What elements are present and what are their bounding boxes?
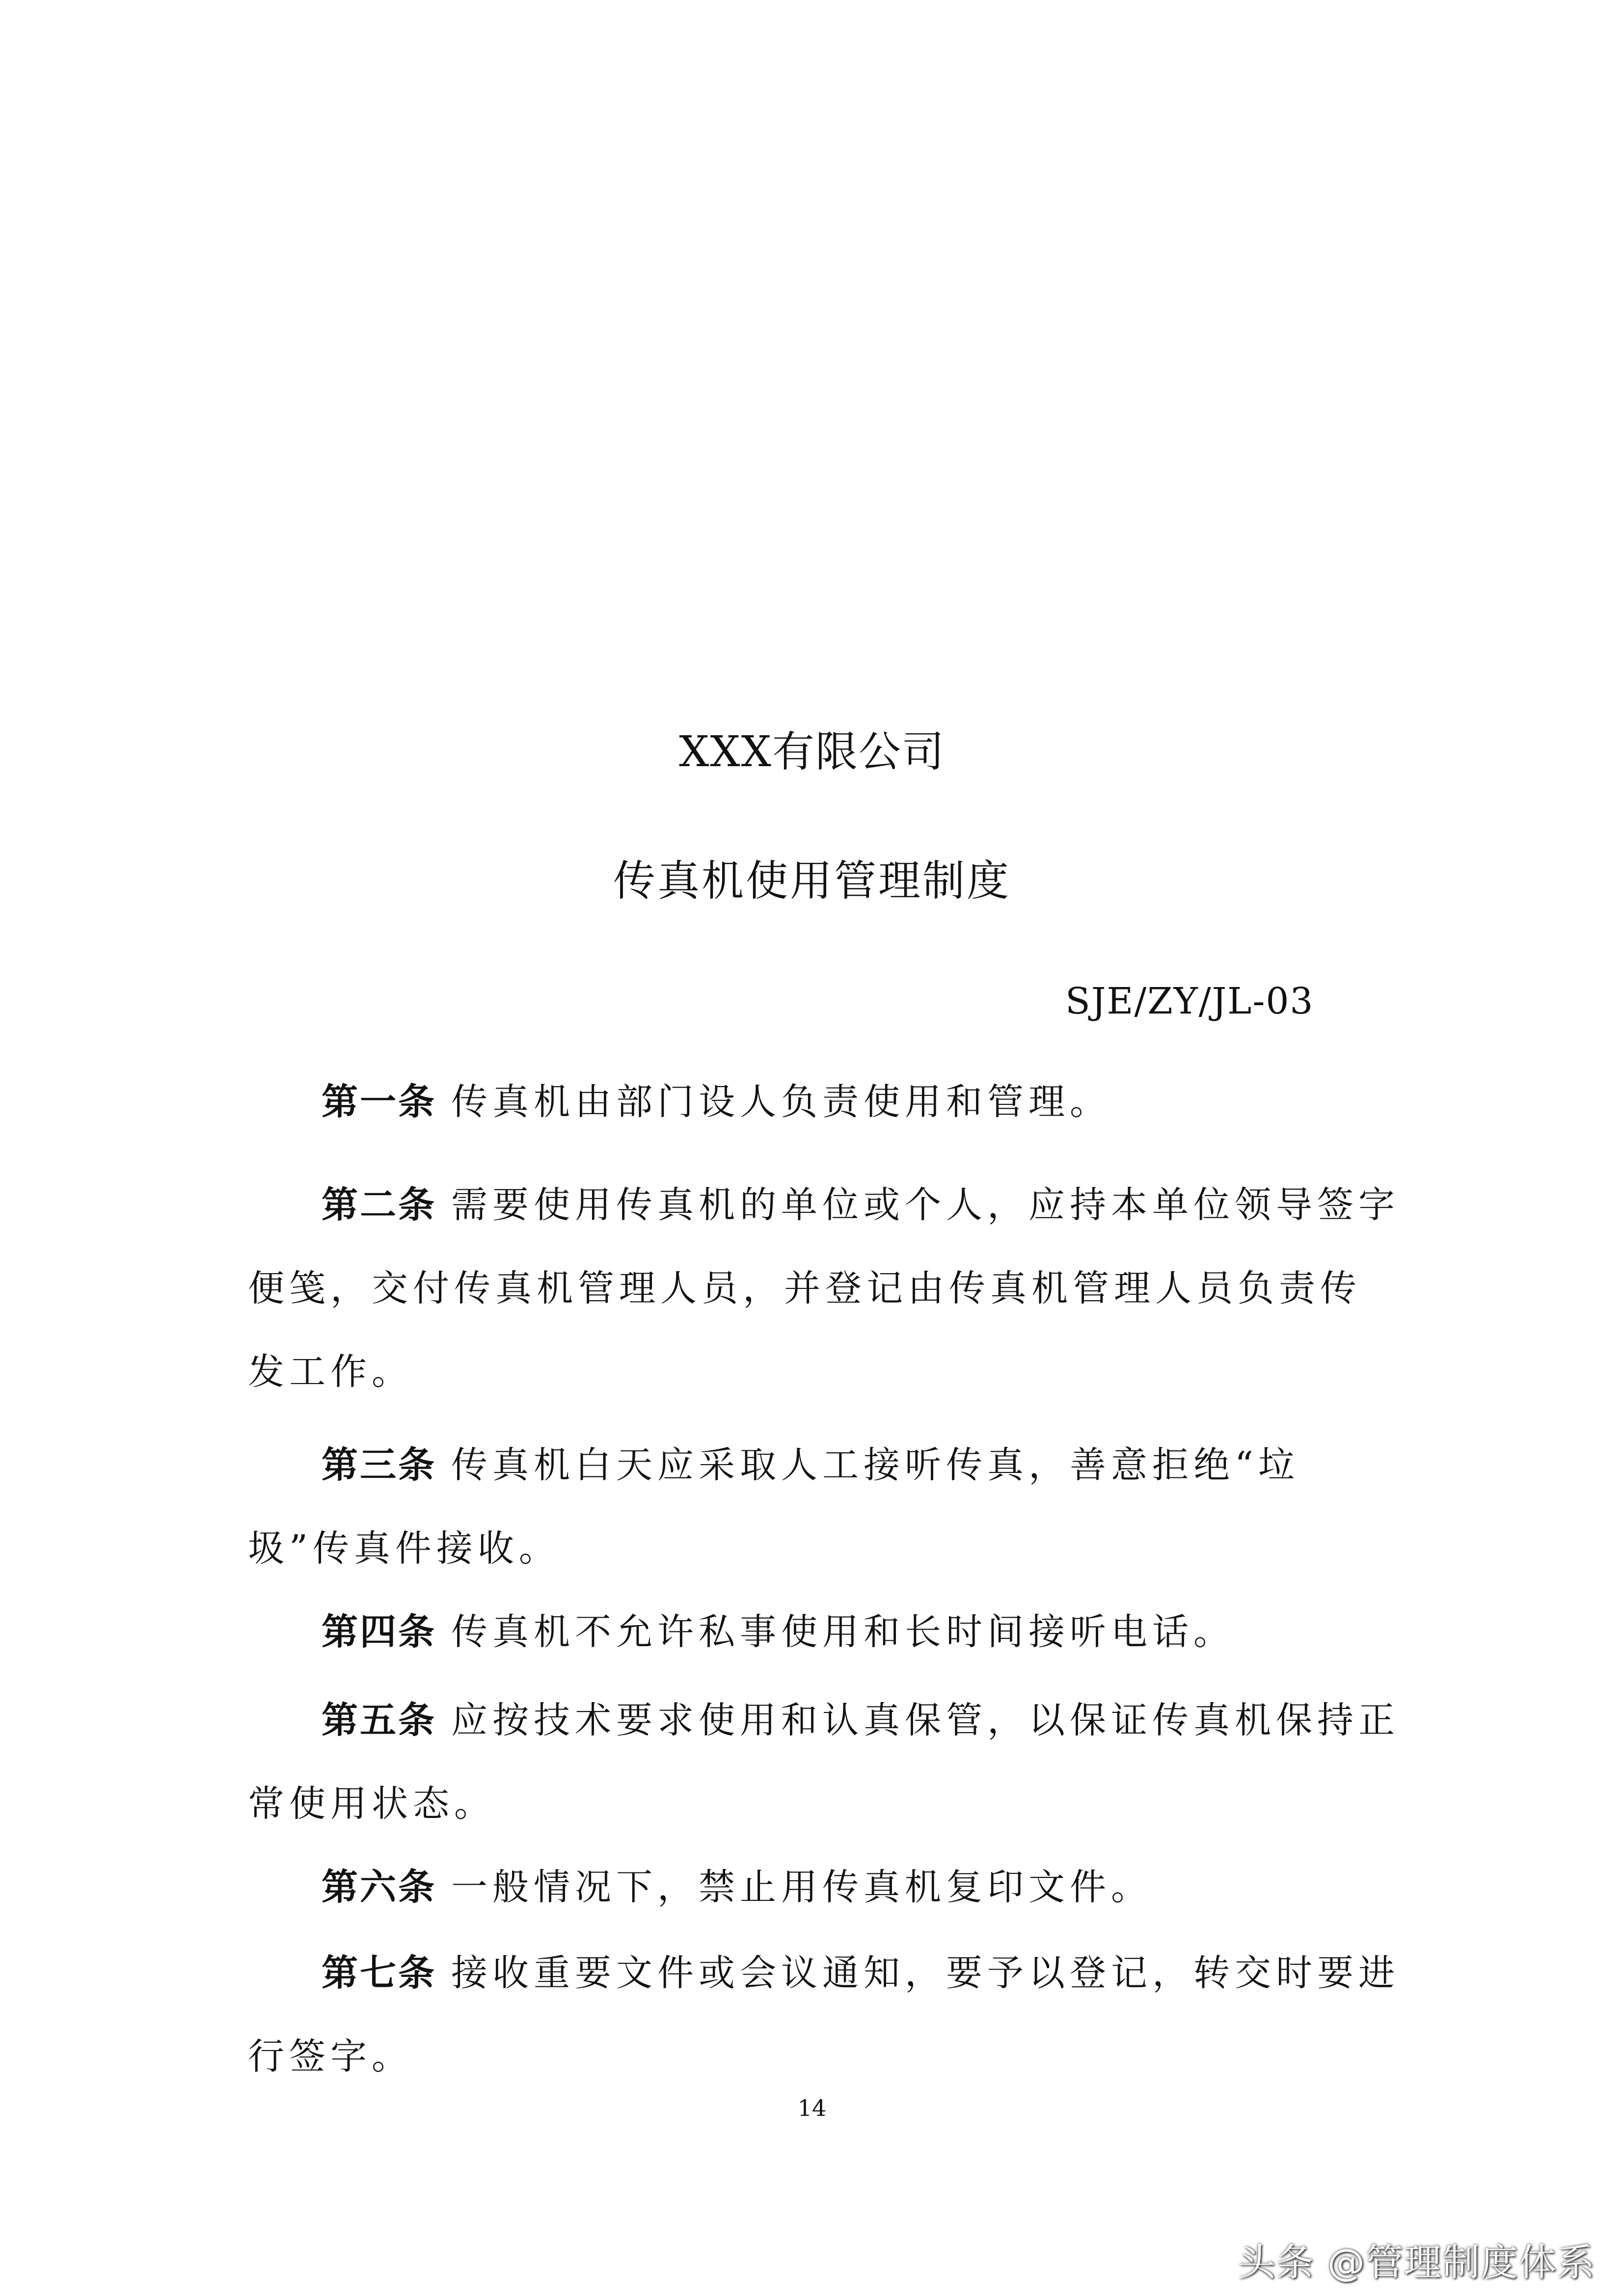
article-label: 第五条 [322,1699,436,1741]
article-2 [248,1163,1402,1414]
article-label: 第三条 [322,1444,436,1486]
article-label: 第四条 [322,1611,436,1653]
article-text: 应按技术要求使用和认真保管，以保证传真机保持正常使用状态。 [248,1699,1400,1825]
article-6 [248,1845,1402,1929]
watermark: 头条 @管理制度体系 [1238,2241,1596,2284]
article-text: 需要使用传真机的单位或个人，应持本单位领导签字便笺，交付传真机管理人员，并登记由传真机管理人员负责传发工作。 [248,1184,1400,1393]
company-name: XXX有限公司 [679,727,945,776]
article-text: 传真机不允许私事使用和长时间接听电话。 [451,1611,1235,1653]
article-7 [248,1931,1402,2098]
article-3 [248,1423,1402,1590]
document-title: 传真机使用管理制度 [613,856,1011,906]
article-label: 第七条 [322,1952,436,1994]
article-label: 第一条 [322,1081,436,1123]
article-label: 第六条 [322,1866,436,1908]
page-number: 14 [797,2095,827,2121]
article-text: 传真机由部门设人负责使用和管理。 [451,1081,1111,1123]
article-text: 一般情况下，禁止用传真机复印文件。 [451,1866,1152,1908]
article-4 [248,1590,1402,1674]
article-label: 第二条 [322,1184,436,1226]
article-text: 传真机白天应采取人工接听传真，善意拒绝“垃圾”传真件接收。 [248,1444,1299,1570]
document-code: SJE/ZY/JL-03 [1065,980,1314,1022]
article-text: 接收重要文件或会议通知，要予以登记，转交时要进行签字。 [248,1952,1400,2078]
article-5 [248,1679,1402,1845]
article-1 [248,1060,1402,1144]
